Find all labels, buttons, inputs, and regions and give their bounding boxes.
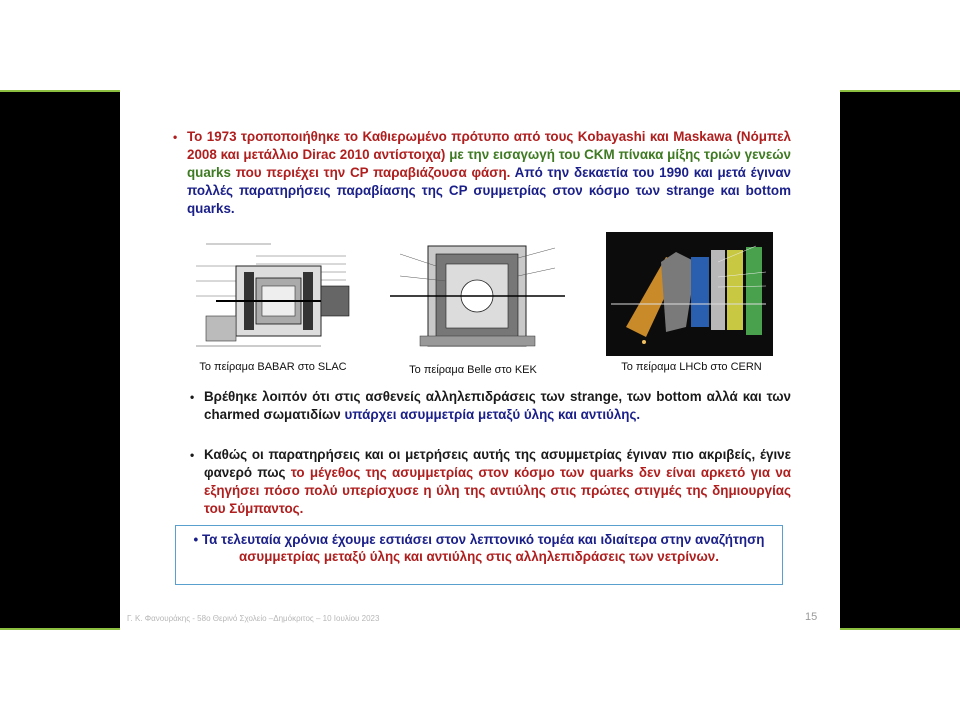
highlight-box-part-1: Τα τελευταία χρόνια έχουμε εστιάσει στον λεπτονικό τομέα και ιδιαίτερα στην αναζήτηση [201,532,765,547]
bullet-2-part-2: υπάρχει ασυμμετρία μεταξύ ύλης και αντιύλης. [344,407,641,422]
bullet-1-part-3: που περιέχει την CP παραβιάζουσα φάση. [235,165,511,180]
bullet-2-part-1: Βρέθηκε λοιπόν ότι στις ασθενείς αλληλεπιδράσεις των strange, των bottom αλλά και των charmed σωματιδίων [204,389,791,422]
highlight-box-part-2: ασυμμετρίας μεταξύ ύλης και αντιύλης στις αλληλεπιδράσεις των νετρίνων. [239,549,719,564]
lhcb-detector-image [606,232,773,356]
bullet-dot: • [173,130,178,144]
caption-lhcb: Το πείραμα LHCb στο CERN [621,361,762,373]
bullet-1-part-2: με την εισαγωγή του CKM πίνακα μίξης τριών γενεών quarks [187,147,791,180]
caption-babar: Το πείραμα BABAR στο SLAC [199,361,347,373]
bullet-3-part-2: το μέγεθος της ασυμμετρίας στον κόσμο των quarks δεν είναι αρκετό για να εξηγήσει πόσο πολύ υπερίσχυσε η ύλη της αντιύλης στις πρώτες στιγμές της δημιουργίας του Σύμπαντος. [204,465,792,516]
belle-detector-image [390,236,565,354]
bullet-1-part-4: Από την δεκαετία του 1990 και μετά έγιναν πολλές παρατηρήσεις παραβίασης της CP συμμετρίας στον κόσμο των strange και bottom quarks. [187,165,791,216]
bullet-1 [173,128,791,218]
highlight-box [175,525,783,585]
bullet-1-part-1: Το 1973 τροποποιήθηκε το Καθιερωμένο πρότυπο από τους Kobayashi και Maskawa (Νόμπελ 2008 και μετάλλιο Dirac 2010 αντίστοιχα) [187,129,791,162]
slide-footer: Γ. Κ. Φανουράκης - 58ο Θερινό Σχολείο –Δημόκριτος – 10 Ιουλίου 2023 [127,614,380,623]
bullet-3-part-1: Καθώς οι παρατηρήσεις και οι μετρήσεις αυτής της ασυμμετρίας έγιναν πιο ακριβείς, έγινε φανερό πως [204,447,791,480]
bullet-dot: • [190,390,195,404]
caption-belle: Το πείραμα Belle στο KEK [409,364,537,376]
bullet-3 [190,446,792,518]
bullet-dot: • [193,532,202,547]
babar-detector-image [196,236,356,356]
bullet-2 [190,388,791,424]
page-number: 15 [805,611,818,623]
bullet-dot: • [190,448,195,462]
